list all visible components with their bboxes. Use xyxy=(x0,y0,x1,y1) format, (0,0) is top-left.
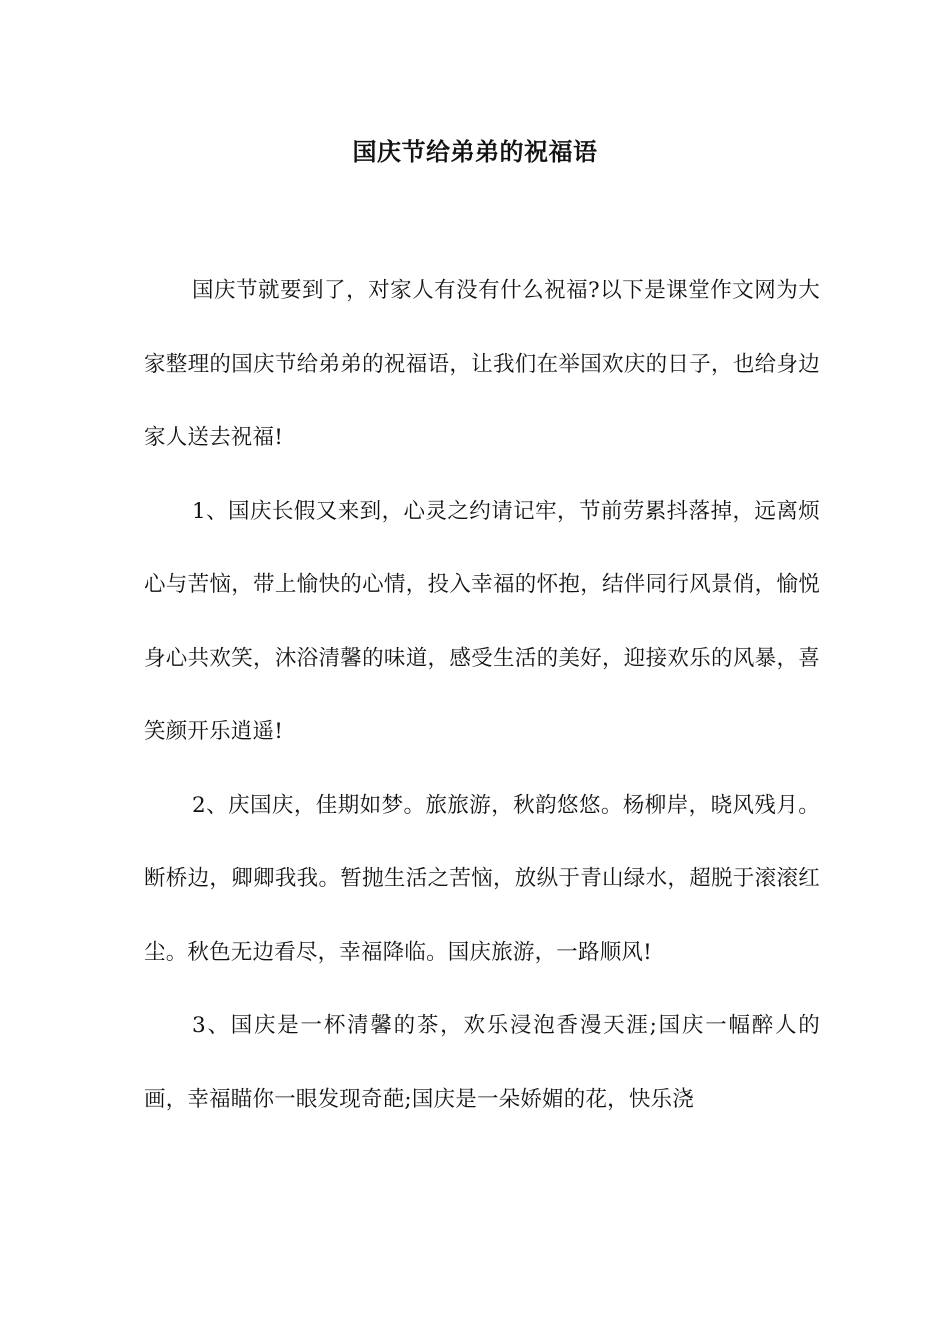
document-title: 国庆节给弟弟的祝福语 xyxy=(352,137,598,166)
wish-paragraph-1: 1、国庆长假又来到，心灵之约请记牢，节前劳累抖落掉，远离烦心与苦恼，带上愉快的心情，投入幸福的怀抱，结伴同行风景俏，愉悦身心共欢笑，沐浴清馨的味道，感受生活的美好，迎接欢乐的风暴，喜笑颜开乐逍遥! xyxy=(144,498,820,744)
wish-paragraph-2: 2、庆国庆，佳期如梦。旅旅游，秋韵悠悠。杨柳岸，晓风残月。断桥边，卿卿我我。暂抛生活之苦恼，放纵于青山绿水，超脱于滚滚红尘。秋色无边看尽，幸福降临。国庆旅游，一路顺风! xyxy=(144,792,820,965)
document-body xyxy=(144,254,820,1136)
intro-paragraph: 国庆节就要到了，对家人有没有什么祝福?以下是课堂作文网为大家整理的国庆节给弟弟的祝福语，让我们在举国欢庆的日子，也给身边家人送去祝福! xyxy=(144,278,820,450)
wish-paragraph-3: 3、国庆是一杯清馨的茶，欢乐浸泡香漫天涯;国庆一幅醉人的画，幸福瞄你一眼发现奇葩;国庆是一朵娇媚的花，快乐浇 xyxy=(144,1013,820,1112)
